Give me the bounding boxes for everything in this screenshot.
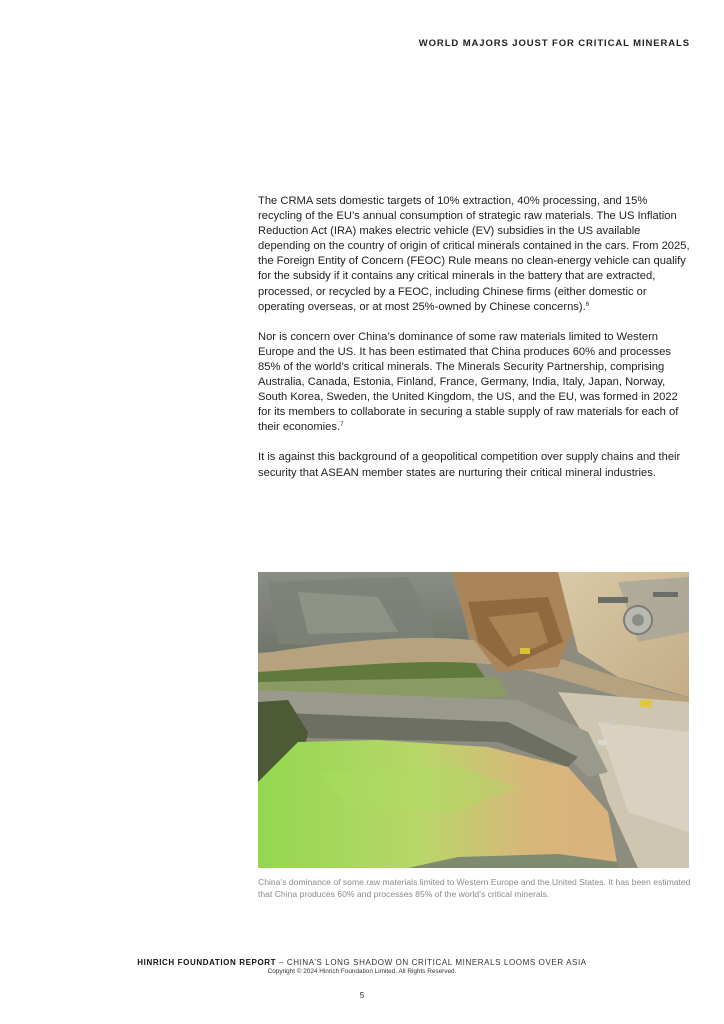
running-header: WORLD MAJORS JOUST FOR CRITICAL MINERALS — [418, 38, 690, 49]
footer-report-title — [0, 958, 724, 967]
footnote-ref-6[interactable]: 6 — [585, 301, 590, 308]
paragraph-2-text: Nor is concern over China’s dominance of some raw materials limited to Western Europe and the US. It has been estimated that China produces 60% and processes 85% of the world’s critical minerals. The Minerals Security Partnership, comprising Australia, Canada, Estonia, Finland, France, Germany, India, Italy, Japan, Norway, South Korea, Sweden, the United Kingdom, the US, and the EU, was formed in 2022 for its members to collaborate in securing a stable supply of raw materials for each of their economies. — [258, 330, 679, 434]
mine-aerial-photo — [258, 572, 689, 868]
paragraph-2 — [258, 330, 690, 436]
footer-copyright: Copyright © 2024 Hinrich Foundation Limited. All Rights Reserved. — [267, 968, 457, 975]
footer-org: HINRICH FOUNDATION REPORT — [137, 958, 277, 967]
paragraph-3 — [258, 450, 690, 480]
footnote-ref-7[interactable]: 7 — [340, 422, 344, 429]
footer-title-text: – CHINA’S LONG SHADOW ON CRITICAL MINERALS LOOMS OVER ASIA — [276, 958, 587, 967]
page-number: 5 — [359, 991, 365, 1000]
figure-caption: China’s dominance of some raw materials limited to Western Europe and the United States. It has been estimated that China produces 60% and processes 85% of the world’s critical minerals. — [258, 877, 691, 899]
paragraph-1-text: The CRMA sets domestic targets of 10% extraction, 40% processing, and 15% recycling of the EU’s annual consumption of strategic raw materials. The US Inflation Reduction Act (IRA) makes electric vehicle (EV) subsidies in the US available depending on the country of origin of critical minerals contained in the cars. From 2025, the Foreign Entity of Concern (FEOC) Rule means no clean-energy vehicle can qualify for the subsidy if it contains any critical minerals in the battery that are extracted, processed, or recycled by a FEOC, including Chinese firms (either domestic or operating overseas, or at most 25%-owned by Chinese concerns). — [258, 195, 690, 313]
paragraph-1 — [258, 194, 690, 315]
paragraph-3-text: It is against this background of a geopolitical competition over supply chains and their security that ASEAN member states are nurturing their critical mineral industries. — [258, 451, 681, 479]
body-text — [258, 194, 690, 496]
